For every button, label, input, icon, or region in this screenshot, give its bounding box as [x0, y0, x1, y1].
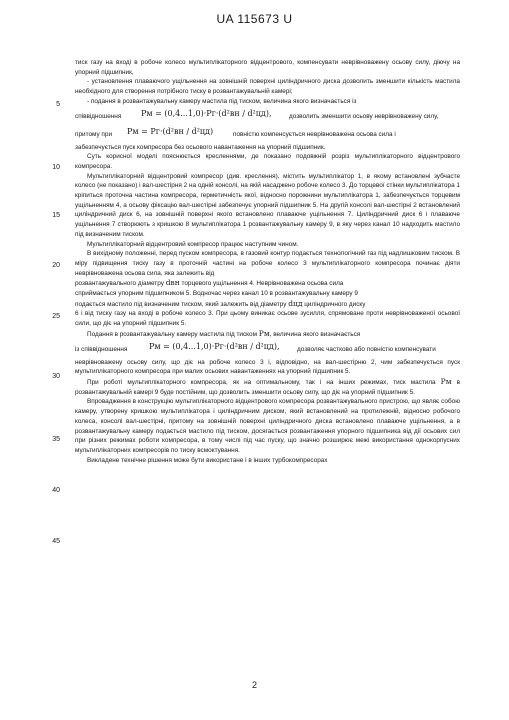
paragraph: [75, 278, 460, 289]
symbol: Pм: [440, 376, 452, 386]
formula: Pм = Pг·(d²вн / d²цд): [127, 126, 214, 136]
formula-continuation: дозволить зменшити осьову неврівноважену силу,: [289, 112, 439, 120]
paragraph: Викладене технічне рішення може бути використане і в інших турбокомпресорах: [87, 456, 328, 464]
paragraph: Мультиплікаторний відцентровий компресор (див. креслення), містить мультиплікатор 1, в якому встановлені зубчасте колесо (не показано) і вал-шестірня 2 на одній консолі, на якій насаджено робоче колесо 3. До торцевої стінки мультиплікатора 1 кріпиться проточна частина компресора, герметичність якої, відносно порожнини мультиплікатора 1, забезпечується торцевим ущільненням 4, а осьову фіксацію вал-шестірні забезпечує упорний підшипник 5. На другій консолі вал-шестірні 2 встановлений циліндричний диск 6, на зовнішній поверхні якого встановлено плаваюче ущільнення 7. Циліндричний диск 6 і плаваюче ущільнення 7 створюють з кришкою 8 мультиплікатора 1 розвантажувальну камеру 9, в яку через канал 10 надходить мастило під визначеним тиском.: [75, 172, 460, 238]
text-fragment: Подання в розвантажувальну камеру мастила під тиском: [87, 330, 257, 338]
document-header: UA 115673 U: [216, 12, 293, 26]
line-number-20: 20: [52, 262, 60, 269]
paragraph: - подання в розвантажувальну камеру мастила під тиском, величина якого визначається із: [87, 97, 357, 105]
formula: Pм = (0,4...1,0)·Pг·(d²вн / d²цд),: [141, 108, 272, 118]
paragraph: сприймається упорним підшипником 5. Водночас через канал 10 в розвантажувальну камеру 9: [75, 290, 358, 298]
document-body: [75, 58, 460, 465]
paragraph: Впровадження в конструкцію мультиплікаторного відцентрового компресора розвантажувального пристрою, що являє собою камеру, утворену кришкою мультиплікатора і циліндричним диском, який встановлений на протилежній, відносно робочого колеса, консолі вал-шестірні, притому на зовнішній поверхні циліндричного диска встановлено плаваюче ущільнення, а в розвантажувальну камеру подається мастило під тиском, досягається розвантаження упорного підшипника від дії осьових сил при різних режимах роботи компресора, в тому числі під час пуску, що значно розширює межі використання однокорпусних мультиплікаторних компресорів по тиску всмоктування.: [75, 398, 460, 454]
formula-label: співвідношення: [75, 112, 122, 120]
line-number-10: 10: [52, 164, 60, 171]
paragraph: тиск газу на вході в робоче колесо мультиплікаторного відцентрового, компенсувати неврівноважену осьову силу, діючу на упорний підшипник,: [75, 59, 460, 76]
paragraph: 6 і від тиску газу на вході в робоче колесо 3. При цьому виникає осьове зусилля, спрямоване проти неврівноваженої осьової сили, що діє на упорний підшипник 5.: [75, 310, 460, 328]
line-number-5: 5: [56, 101, 60, 108]
text-fragment: При роботі мультиплікаторного компресора, як на оптимальному, так і на інших режимах, тиск мастила: [87, 378, 436, 386]
formula-continuation: повністю компенсується неврівноважена осьова сила і: [233, 130, 396, 138]
line-number-30: 30: [52, 373, 60, 380]
text-fragment: подається мастило під визначеним тиском, який залежить від діаметру: [75, 300, 287, 308]
formula-continuation: дозволяє частково або повністю компенсувати: [297, 345, 436, 353]
paragraph: неврівноважену осьову силу, що діє на робоче колесо 3 і, відповідно, на вал-шестірню 2, чим забезпечується пуск мультиплікаторного компресора при малих осьових навантаженнях на упорний підшипник 5.: [75, 358, 460, 376]
line-number-45: 45: [52, 538, 60, 545]
page-number: 2: [251, 680, 257, 690]
symbol: dцд: [288, 298, 303, 308]
line-numbers: [0, 0, 60, 720]
formula: Pм = (0,4...1,0)·Pг·(d²вн / d²цд),: [149, 341, 280, 351]
paragraph: - установлення плаваючого ущільнення на зовнішній поверхні циліндричного диска дозволить зменшити кількість мастила необхідного для створення потрібного тиску в розвантажувальній камері;: [75, 78, 460, 96]
text-fragment: торцевого ущільнення 4. Неврівноважена осьова сила: [181, 280, 344, 288]
paragraph: Суть корисної моделі пояснюється кресленнями, де показано подовжній розріз мультиплікаторного відцентрового компресора.: [75, 153, 460, 170]
paragraph: [75, 329, 460, 340]
text-fragment: , величина якого визначається: [269, 330, 361, 338]
line-number-25: 25: [52, 313, 60, 320]
line-number-35: 35: [52, 436, 60, 443]
formula-label: із співвідношення: [75, 345, 128, 353]
symbol: Pм: [258, 328, 270, 338]
paragraph: [75, 377, 460, 397]
formula-line: [75, 125, 460, 143]
text-fragment: розвантажувального діаметру: [75, 280, 164, 288]
paragraph: забезпечується пуск компресора без осьового навантаження на упорний підшипник.: [75, 143, 326, 151]
paragraph: [75, 299, 460, 310]
line-number-40: 40: [52, 487, 60, 494]
text-fragment: в розвантажувальній камері 9 буде постійним, що дозволить зменшити осьову силу, що діє на упорний підшипник 5.: [75, 378, 461, 396]
formula-line: [75, 107, 460, 125]
paragraph: Мультиплікаторний відцентровий компресор працює наступним чином.: [87, 240, 299, 248]
symbol: dвн: [165, 278, 180, 288]
paragraph: В вихідному положенні, перед пуском компресора, в газовий контур подається технологічний газ під надлишковим тиском. В міру підвищення тиску газу в проточній частині на робоче колесо 3 мультиплікаторного компресора починає діяти неврівноважена осьова сила, яка залежить від: [75, 250, 460, 277]
formula-line: [75, 340, 460, 358]
formula-label: притому при: [75, 130, 113, 138]
text-fragment: циліндричного диску: [304, 300, 366, 308]
line-number-15: 15: [52, 212, 60, 219]
